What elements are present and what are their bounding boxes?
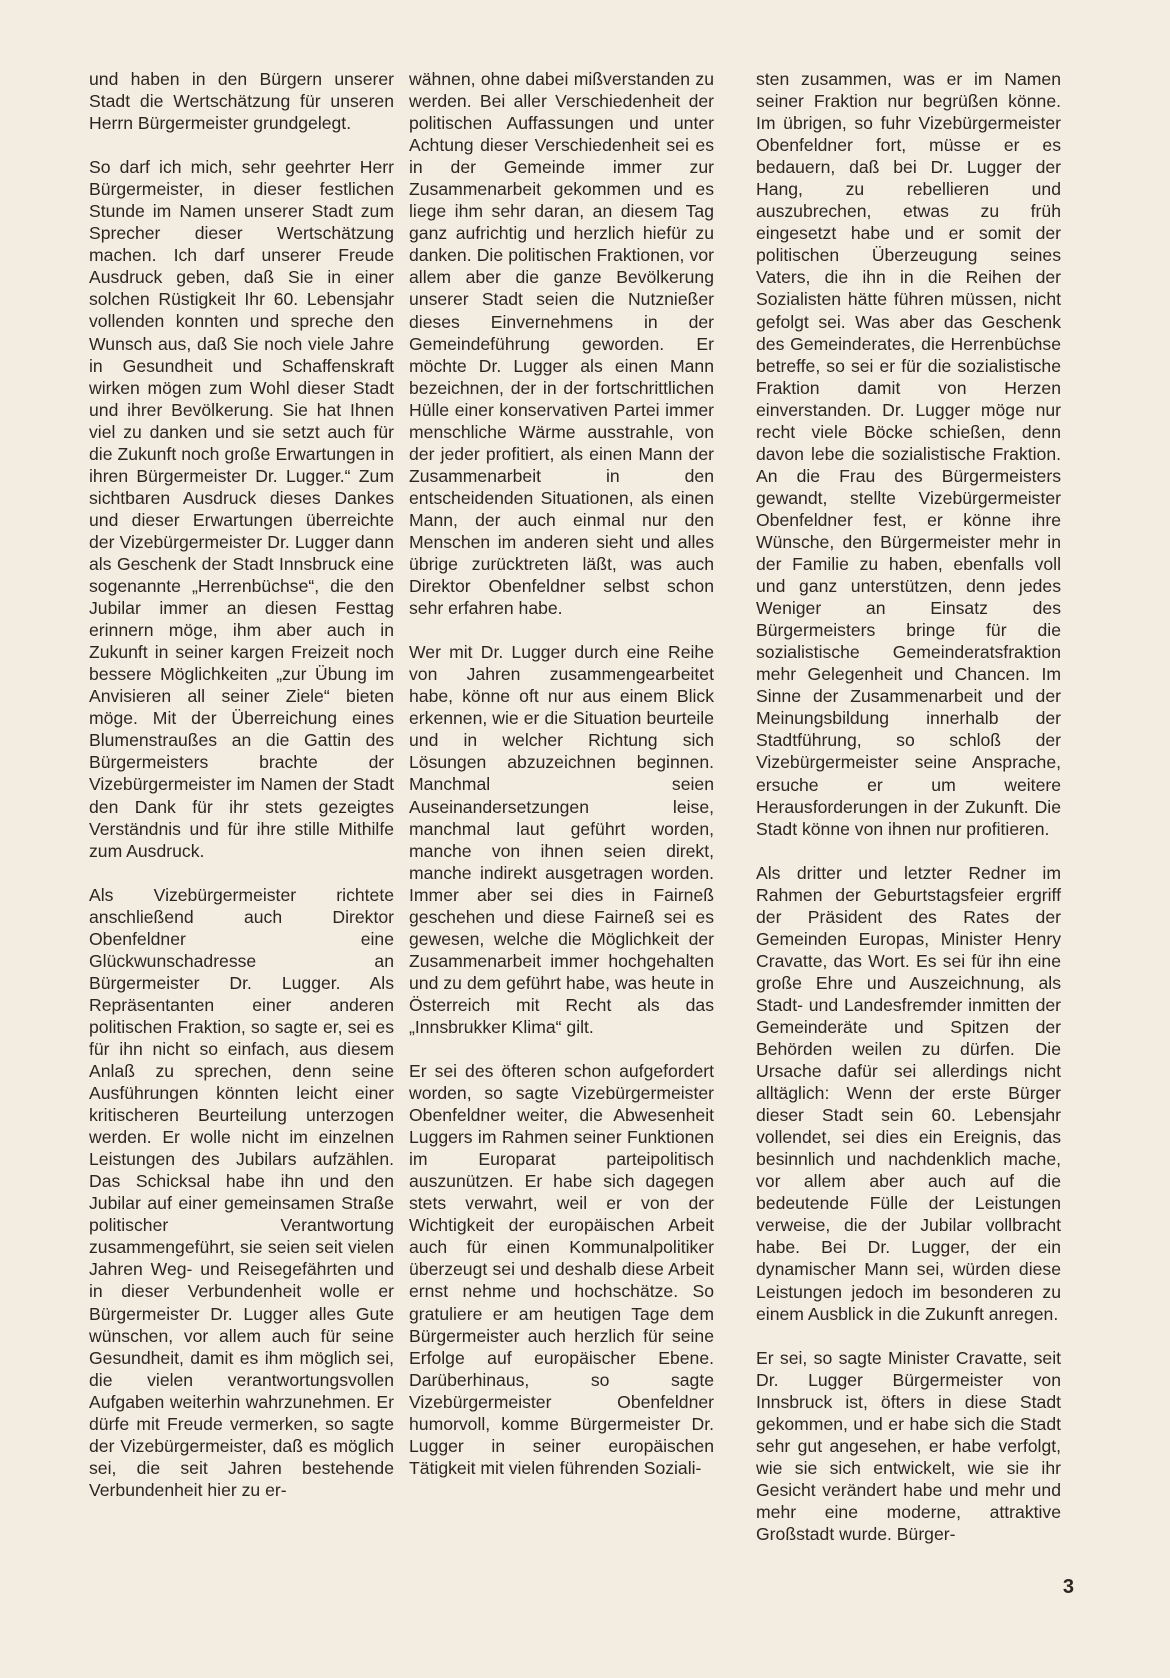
column-2-paragraph-3: Er sei des öfteren schon aufgefordert worden, so sagte Vizebürgermeister Obenfeldner weiter, die Abwesenheit Luggers im Rahmen seiner Funktionen im Europarat parteipolitisch auszunützen. Er habe sich dagegen stets verwahrt, weil er von der Wichtigkeit der europäischen Arbeit auch für einen Kommunalpolitiker überzeugt sei und deshalb diese Arbeit ernst nehme und hochschätze. So gratuliere er am heutigen Tage dem Bürgermeister auch herzlich für seine Erfolge auf europäischer Ebene. Darüberhinaus, so sagte Vizebürgermeister Obenfeldner humorvoll, komme Bürgermeister Dr. Lugger in seiner europäischen Tätigkeit mit vielen führenden Soziali-	[409, 1061, 714, 1478]
column-2-paragraph-1: wähnen, ohne dabei mißverstanden zu werden. Bei aller Verschiedenheit der politischen Auffassungen und unter Achtung dieser Verschiedenheit sei es in der Gemeinde immer zur Zusammenarbeit gekommen und es liege ihm sehr daran, an diesem Tag ganz aufrichtig und herzlich hiefür zu danken. Die politischen Fraktionen, vor allem aber die ganze Bevölkerung unserer Stadt seien die Nutznießer dieses Einvernehmens in der Gemeindeführung geworden. Er möchte Dr. Lugger als einen Mann bezeichnen, der in der fortschrittlichen Hülle einer konservativen Partei immer menschliche Wärme ausstrahle, von der jeder profitiert, als einen Mann der Zusammenarbeit in den entscheidenden Situationen, als einen Mann, der auch einmal nur den Menschen im anderen sieht und alles übrige zurücktreten läßt, was auch Direktor Obenfeldner selbst schon sehr erfahren habe.	[409, 69, 714, 619]
column-2-paragraph-2: Wer mit Dr. Lugger durch eine Reihe von Jahren zusammengearbeitet habe, könne oft nur aus einem Blick erkennen, wie er die Situation beurteile und in welcher Richtung sich Lösungen abzuzeichnen beginnen. Manchmal seien Auseinandersetzungen leise, manchmal laut geführt worden, manche von ihnen seien direkt, manche indirekt ausgetragen worden. Immer aber sei dies in Fairneß geschehen und diese Fairneß sei es gewesen, welche die Möglichkeit der Zusammenarbeit immer hochgehalten und zu dem geführt habe, was heute in Österreich mit Recht als das „Innsbrukker Klima“ gilt.	[409, 642, 714, 1037]
text-column-2	[409, 68, 714, 1479]
column-1-paragraph-2: So darf ich mich, sehr geehrter Herr Bürgermeister, in dieser festlichen Stunde im Namen unserer Stadt zum Sprecher dieser Wertschätzung machen. Ich darf unserer Freude Ausdruck geben, daß Sie in einer solchen Rüstigkeit Ihr 60. Lebensjahr vollenden konnten und spreche den Wunsch aus, daß Sie noch viele Jahre in Gesundheit und Schaffenskraft wirken mögen zum Wohl dieser Stadt und ihrer Bevölkerung. Sie hat Ihnen viel zu danken und sie setzt auch für die Zukunft noch große Erwartungen in ihren Bürgermeister Dr. Lugger.“ Zum sichtbaren Ausdruck dieses Dankes und dieser Erwartungen überreichte der Vizebürgermeister Dr. Lugger dann als Geschenk der Stadt Innsbruck eine sogenannte „Herrenbüchse“, die den Jubilar immer an diesen Festtag erinnern möge, ihm aber auch in Zukunft in seiner kargen Freizeit noch bessere Möglichkeiten „zur Übung im Anvisieren all seiner Ziele“ bieten möge. Mit der Überreichung eines Blumenstraußes an die Gattin des Bürgermeisters brachte der Vizebürgermeister im Namen der Stadt den Dank für ihr stets gezeigtes Verständnis und für ihre stille Mithilfe zum Ausdruck.	[89, 157, 394, 861]
column-3-paragraph-1: sten zusammen, was er im Namen seiner Fraktion nur begrüßen könne. Im übrigen, so fuhr Vizebürgermeister Obenfeldner fort, müsse er es bedauern, daß bei Dr. Lugger der Hang, zu rebellieren und auszubrechen, etwas zu früh eingesetzt habe und er somit der politischen Überzeugung seines Vaters, die ihn in die Reihen der Sozialisten hätte führen müssen, nicht gefolgt sei. Was aber das Geschenk des Gemeinderates, die Herrenbüchse betreffe, so sei er für die sozialistische Fraktion damit von Herzen einverstanden. Dr. Lugger möge nur recht viele Böcke schießen, denn davon lebe die sozialistische Fraktion. An die Frau des Bürgermeisters gewandt, stellte Vizebürgermeister Obenfeldner fest, er könne ihre Wünsche, den Bürgermeister mehr in der Familie zu haben, ebenfalls voll und ganz unterstützen, denn jedes Weniger an Einsatz des Bürgermeisters bringe für die sozialistische Gemeinderatsfraktion mehr Gelegenheit und Chancen. Im Sinne der Zusammenarbeit und der Meinungsbildung innerhalb der Stadtführung, so schloß der Vizebürgermeister seine Ansprache, ersuche er um weitere Herausforderungen in der Zukunft. Die Stadt könne von ihnen nur profitieren.	[756, 69, 1061, 839]
text-column-3	[756, 68, 1061, 1545]
text-column-1	[89, 68, 394, 1501]
page-number: 3	[1062, 1576, 1074, 1598]
column-3-paragraph-3: Er sei, so sagte Minister Cravatte, seit Dr. Lugger Bürgermeister von Innsbruck ist, öfters in diese Stadt gekommen, und er habe sich die Stadt sehr gut angesehen, er habe verfolgt, wie sie sich entwickelt, wie sie ihr Gesicht verändert habe und mehr und mehr eine moderne, attraktive Großstadt wurde. Bürger-	[756, 1347, 1061, 1544]
column-3-paragraph-2: Als dritter und letzter Redner im Rahmen der Geburtstagsfeier ergriff der Präsident des Rates der Gemeinden Europas, Minister Henry Cravatte, das Wort. Es sei für ihn eine große Ehre und Auszeichnung, als Stadt- und Landesfremder inmitten der Gemeinderäte und Spitzen der Behörden weilen zu dürfen. Die Ursache dafür sei allerdings nicht alltäglich: Wenn der erste Bürger dieser Stadt sein 60. Lebensjahr vollendet, sei dies ein Ereignis, das besinnlich und nachdenklich mache, vor allem aber auch auf die bedeutende Fülle der Leistungen verweise, die der Jubilar vollbracht habe. Bei Dr. Lugger, der ein dynamischer Mann sei, würden diese Leistungen jedoch im besonderen zu einem Ausblick in die Zukunft anregen.	[756, 862, 1061, 1324]
column-1-paragraph-1: und haben in den Bürgern unserer Stadt die Wertschätzung für unseren Herrn Bürgermeister grundgelegt.	[89, 69, 394, 134]
column-1-paragraph-3: Als Vizebürgermeister richtete anschließend auch Direktor Obenfeldner eine Glückwunschadresse an Bürgermeister Dr. Lugger. Als Repräsentanten einer anderen politischen Fraktion, so sagte er, sei es für ihn nicht so einfach, aus diesem Anlaß zu sprechen, denn seine Ausführungen könnten leicht einer kritischeren Beurteilung unterzogen werden. Er wolle nicht im einzelnen Leistungen des Jubilars aufzählen. Das Schicksal habe ihn und den Jubilar auf einer gemeinsamen Straße politischer Verantwortung zusammengeführt, sie seien seit vielen Jahren Weg- und Reisegefährten und in dieser Verbundenheit wolle er Bürgermeister Dr. Lugger alles Gute wünschen, vor allem auch für seine Gesundheit, damit es ihm möglich sei, die vielen verantwortungsvollen Aufgaben weiterhin wahrzunehmen. Er dürfe mit Freude vermerken, so sagte der Vizebürgermeister, daß es möglich sei, die seit Jahren bestehende Verbundenheit hier zu er-	[89, 884, 394, 1500]
